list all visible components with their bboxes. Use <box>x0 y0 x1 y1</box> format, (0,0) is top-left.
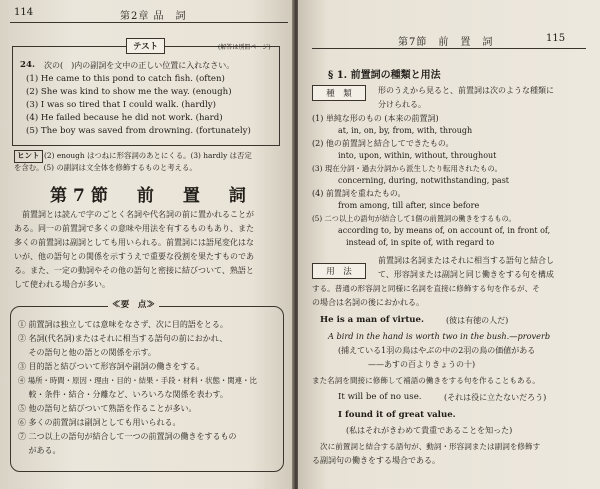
section-heading: § 1. 前置詞の種類と用法 <box>328 70 441 81</box>
body-line: 次に前置詞と結合する語句が、動詞・形容詞または副詞を修飾す <box>320 442 541 451</box>
usage-line: の場合は名詞の後におかれる。 <box>312 298 424 307</box>
example-japanese: (捕えている1羽の鳥はやぶの中の2羽の鳥の価値がある <box>338 346 536 355</box>
example-english: It will be of no use. <box>338 392 422 402</box>
question-item: (5) The boy was saved from drowning. (fortunately) <box>26 126 251 136</box>
question-item: (2) She was kind to show me the way. (enough) <box>26 87 232 97</box>
example-japanese: (私はそれがきわめて貴重であることを知った) <box>346 426 513 435</box>
intro-line: 多くの前置詞は副詞としても用いられる。前置詞には語尾変化はな <box>14 238 254 247</box>
example-english: A bird in the hand is worth two in the bush.—proverb <box>328 331 551 341</box>
left-page <box>0 0 294 489</box>
key-point: ⑥ 多くの前置詞は副詞としても用いられる。 <box>18 418 181 427</box>
kind-heading: (4) 前置詞を重ねたもの。 <box>312 189 406 198</box>
section-title: 第7節 前 置 詞 <box>50 186 252 206</box>
question-item: (1) He came to this pond to catch fish. (often) <box>26 74 225 84</box>
key-point: ④ 場所・時間・原因・理由・目的・結果・手段・材料・状態・関連・比 <box>18 376 257 385</box>
usage-line: する。普通の形容詞と同様に名詞を直接に修飾する句を作るが、そ <box>312 284 540 293</box>
kind-example: according to, by means of, on account of, in front of, <box>338 226 551 235</box>
kinds-lead: 分けられる。 <box>378 100 426 109</box>
example-english: I found it of great value. <box>338 410 456 420</box>
kinds-lead: 形のうえから見ると、前置詞は次のような種類に <box>378 86 554 95</box>
key-point: ③ 目的語と結びついて形容詞や副詞の働きをする。 <box>18 362 205 371</box>
kind-example: into, upon, within, without, throughout <box>338 151 497 160</box>
running-head-right: 第7節 前 置 詞 <box>398 37 494 48</box>
header-rule-left <box>10 22 288 23</box>
example-japanese: (彼は有徳の人だ) <box>446 316 509 325</box>
key-point: ⑤ 他の語句と結びついて熟語を作ることが多い。 <box>18 404 197 413</box>
test-label: テスト <box>126 38 165 54</box>
usage-line: て、形容詞または副詞と同じ働きをする句を構成 <box>378 270 554 279</box>
key-point: 較・条件・結合・分離など、いろいろな関係を表わす。 <box>18 390 228 399</box>
example-japanese: ——あすの百よりきょうの十) <box>368 360 476 369</box>
kinds-label: 種 類 <box>312 85 366 101</box>
question-number: 24. <box>20 60 35 70</box>
example-japanese: (それは役に立たないだろう) <box>444 393 547 402</box>
hint-text: (2) enough はつねに形容詞のあとにくる。(3) hardly は否定 <box>44 151 252 160</box>
kind-example: from among, till after, since before <box>338 201 480 210</box>
key-point: ② 名詞(代名詞)またはそれに相当する語句の前におかれ、 <box>18 334 228 343</box>
kind-heading: (1) 単純な形のもの (本来の前置詞) <box>312 114 439 123</box>
test-answer-note: (解答は別冊ページ) <box>218 44 271 51</box>
page-number-right: 115 <box>546 33 566 44</box>
kind-heading: (3) 現在分詞・過去分詞から派生したり転用されたもの。 <box>312 164 502 173</box>
key-point: その語句と他の語との関係を示す。 <box>18 348 156 357</box>
kind-heading: (2) 他の前置詞と結合してできたもの。 <box>312 139 454 148</box>
question-item: (3) I was so tired that I could walk. (hardly) <box>26 100 216 110</box>
example-english: He is a man of virtue. <box>320 315 425 325</box>
right-page <box>298 0 600 489</box>
kind-heading: (5) 二つ以上の語句が結合して1個の前置詞の働きをするもの。 <box>312 214 516 223</box>
intro-line: ある。同一の前置詞で多くの意味や用法を有するものもあり、また <box>14 224 254 233</box>
running-head-left: 第2章 品 詞 <box>120 11 187 22</box>
hint-text: を含む。(5) の副詞は文全体を修飾するものと考える。 <box>14 163 197 172</box>
key-points-title: ≪要 点≫ <box>108 300 159 311</box>
kind-example: at, in, on, by, from, with, through <box>338 126 473 135</box>
kind-example: instead of, in spite of, with regard to <box>346 238 495 247</box>
question-item: (4) He failed because he did not work. (hard) <box>26 113 223 123</box>
hint-label: ヒント <box>14 150 43 163</box>
page-number-left: 114 <box>14 7 34 18</box>
question-instruction: 次の( )内の副詞を文中の正しい位置に入れなさい。 <box>44 61 235 70</box>
key-point: ⑦ 二つ以上の語句が結合して一つの前置詞の働きをするもの <box>18 432 237 441</box>
kind-example: concerning, during, notwithstanding, past <box>338 176 510 185</box>
header-rule-right <box>312 48 586 49</box>
key-point: がある。 <box>18 446 61 455</box>
intro-line: 前置詞とは読んで字のごとく名詞や代名詞の前に置かれることが <box>14 210 254 219</box>
usage-label: 用 法 <box>312 263 366 279</box>
intro-line: して使われる場合が多い。 <box>14 280 110 289</box>
intro-line: る。また、一定の動詞やその他の語句と密接に結びついて、熟語と <box>14 266 254 275</box>
intro-line: いが、他の語句との関係を示すうえで重要な役割を果たすものであ <box>14 252 254 261</box>
usage-line: 前置詞は名詞またはそれに相当する語句と結合し <box>378 256 554 265</box>
body-line: また名詞を間接に修飾して補語の働きをする句を作ることもある。 <box>312 376 540 385</box>
key-point: ① 前置詞は独立しては意味をなさず、次に目的語をとる。 <box>18 320 228 329</box>
body-line: る副詞句の働きをする場合である。 <box>312 456 440 465</box>
